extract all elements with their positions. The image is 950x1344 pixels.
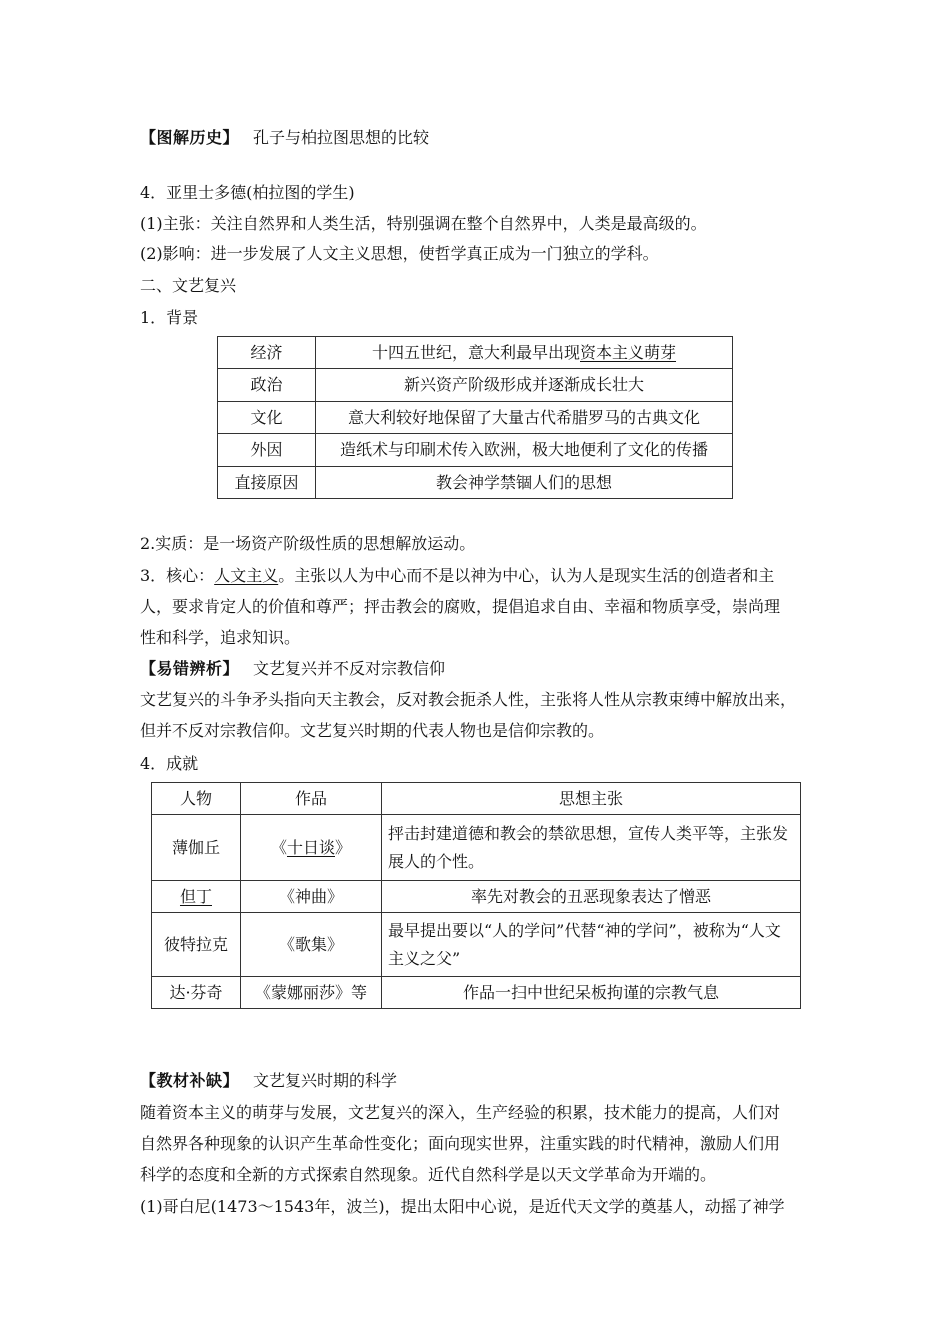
background-label: 经济 [218,337,316,369]
table-row [218,337,733,369]
background-text: 十四五世纪，意大利最早出现资本主义萌芽 [316,337,733,369]
supplement-line-1: 随着资本主义的萌芽与发展，文艺复兴的深入，生产经验的积累，技术能力的提高，人们对 [140,1103,781,1122]
section-bracket-label: 【易错辨析】 [140,659,240,678]
table-row [218,369,733,402]
table-row [218,434,733,467]
table-row [152,815,801,881]
background-text: 新兴资产阶级形成并逐渐成长壮大 [316,369,733,402]
supplement-line-2: 自然界各种现象的认识产生革命性变化；面向现实世界，注重实践的时代精神，激励人们用 [140,1134,781,1153]
column-header: 思想主张 [382,783,801,815]
section-bracket-label: 【教材补缺】 [140,1071,240,1090]
table-row [152,977,801,1009]
work-cell: 《歌集》 [241,913,382,977]
aristotle-heading: 4．亚里士多德(柏拉图的学生) [140,183,355,202]
aristotle-point-1: (1)主张：关注自然界和人类生活，特别强调在整个自然界中，人类是最高级的。 [140,214,707,233]
table-header-row [152,783,801,815]
idea-cell: 率先对教会的丑恶现象表达了憎恶 [382,881,801,913]
section-title-text: 文艺复兴时期的科学 [253,1071,398,1090]
background-heading: 1．背景 [140,308,199,327]
background-label: 外因 [218,434,316,467]
background-text: 教会神学禁锢人们的思想 [316,467,733,499]
core-line-3: 性和科学，追求知识。 [140,628,301,647]
work-cell: 《神曲》 [241,881,382,913]
core-line-2: 人，要求肯定人的价值和尊严；抨击教会的腐败，提倡追求自由、幸福和物质享受，崇尚理 [140,597,781,616]
error-analysis-line-1: 文艺复兴的斗争矛头指向天主教会，反对教会扼杀人性，主张将人性从宗教束缚中解放出来， [140,690,797,709]
core-line-1: 3．核心：人文主义。主张以人为中心而不是以神为中心，认为人是现实生活的创造者和主 [140,566,775,585]
work-cell: 《蒙娜丽莎》等 [241,977,382,1009]
error-analysis-line-2: 但并不反对宗教信仰。文艺复兴时期的代表人物也是信仰宗教的。 [140,721,605,740]
background-text: 意大利较好地保留了大量古代希腊罗马的古典文化 [316,402,733,434]
achievements-heading: 4．成就 [140,754,199,773]
underlined-term: 十日谈 [286,837,335,857]
person-cell [152,881,241,913]
person-cell: 薄伽丘 [152,815,241,881]
idea-cell: 作品一扫中世纪呆板拘谨的宗教气息 [382,977,801,1009]
section-title-text: 文艺复兴并不反对宗教信仰 [253,659,446,678]
aristotle-point-2: (2)影响：进一步发展了人文主义思想，使哲学真正成为一门独立的学科。 [140,244,659,263]
section-bracket-label: 【图解历史】 [140,128,240,147]
table-row [152,913,801,977]
background-table [217,336,733,499]
diagram-section-title [140,128,429,148]
background-label: 直接原因 [218,467,316,499]
table-row [152,881,801,913]
person-cell: 彼特拉克 [152,913,241,977]
column-header: 作品 [241,783,382,815]
person-cell: 达·芬奇 [152,977,241,1009]
supplement-line-4: (1)哥白尼(1473～1543年，波兰)，提出太阳中心说，是近代天文学的奠基人，动摇了神学 [140,1197,785,1216]
work-cell: 《十日谈》 [241,815,382,881]
idea-cell: 抨击封建道德和教会的禁欲思想，宣传人类平等，主张发展人的个性。 [382,815,801,881]
core-key-term: 人文主义 [214,566,279,585]
renaissance-heading: 二、文艺复兴 [140,276,237,295]
essence-text: 2.实质：是一场资产阶级性质的思想解放运动。 [140,534,476,553]
table-row [218,467,733,499]
supplement-line-3: 科学的态度和全新的方式探索自然现象。近代自然科学是以天文学革命为开端的。 [140,1165,717,1184]
achievements-table [151,782,801,1009]
background-text: 造纸术与印刷术传入欧洲，极大地便利了文化的传播 [316,434,733,467]
background-label: 文化 [218,402,316,434]
underlined-term: 资本主义萌芽 [580,342,677,362]
column-header: 人物 [152,783,241,815]
error-analysis-title [140,659,445,679]
textbook-supplement-title [140,1071,397,1091]
background-label: 政治 [218,369,316,402]
table-row [218,402,733,434]
idea-cell: 最早提出要以“人的学问”代替“神的学问”，被称为“人文主义之父” [382,913,801,977]
section-title-text: 孔子与柏拉图思想的比较 [253,128,430,147]
underlined-term: 但丁 [179,886,212,906]
